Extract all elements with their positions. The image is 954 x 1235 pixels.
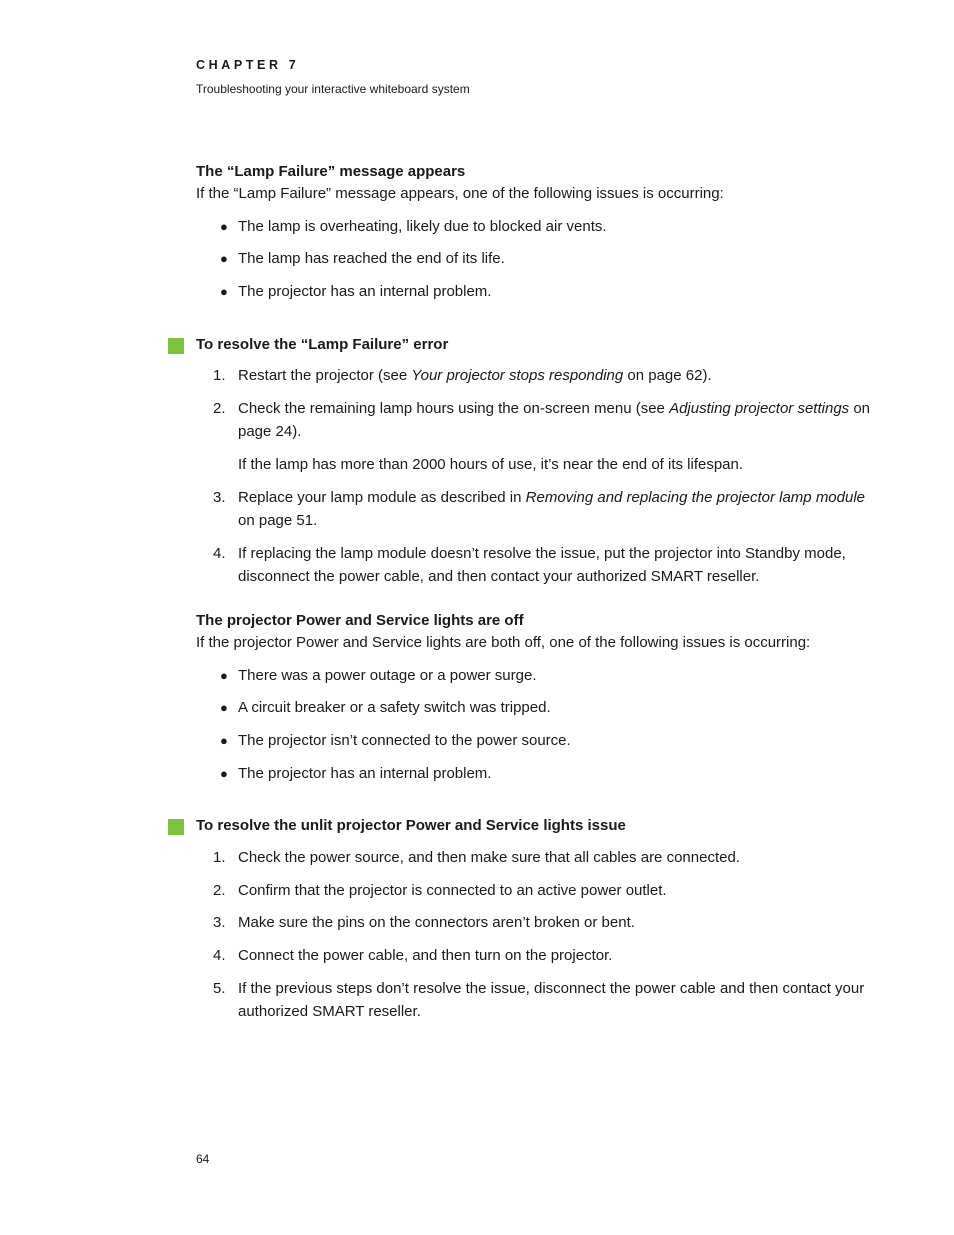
step-number: 1. <box>213 367 226 384</box>
step-text: Confirm that the projector is connected to an active power outlet. <box>238 882 667 899</box>
bullet-icon: ● <box>220 251 228 266</box>
procedure-marker-icon <box>168 819 184 835</box>
bullet-icon: ● <box>220 700 228 715</box>
list-item: The lamp is overheating, likely due to blocked air vents. <box>238 218 607 235</box>
step-number: 3. <box>213 489 226 506</box>
bullet-icon: ● <box>220 219 228 234</box>
lights-off-intro: If the projector Power and Service lights are both off, one of the following issues is occurring: <box>196 634 811 651</box>
step-text: Restart the projector (see Your projector stops responding on page 62). <box>238 367 712 384</box>
list-item: The projector isn’t connected to the power source. <box>238 732 571 749</box>
chapter-title: Troubleshooting your interactive whiteboard system <box>196 82 470 96</box>
lamp-failure-intro: If the “Lamp Failure” message appears, one of the following issues is occurring: <box>196 185 724 202</box>
lamp-failure-heading: The “Lamp Failure” message appears <box>196 163 466 180</box>
cross-reference-link: Your projector stops responding <box>411 367 624 384</box>
step-text: Replace your lamp module as described in Removing and replacing the projector lamp module on page 51. <box>238 489 866 529</box>
cross-reference-link: Adjusting projector settings <box>669 400 850 417</box>
step-text: Make sure the pins on the connectors aren’t broken or bent. <box>238 914 635 931</box>
step-number: 1. <box>213 849 226 866</box>
lights-off-heading: The projector Power and Service lights are off <box>196 612 524 629</box>
step-number: 4. <box>213 947 226 964</box>
list-item: The lamp has reached the end of its life. <box>238 250 505 267</box>
procedure-marker-icon <box>168 338 184 354</box>
step-number: 5. <box>213 980 226 997</box>
cross-reference-link: Removing and replacing the projector lamp module <box>525 489 866 506</box>
step-number: 4. <box>213 545 226 562</box>
list-item: A circuit breaker or a safety switch was tripped. <box>238 699 551 716</box>
step-number: 3. <box>213 914 226 931</box>
list-item: The projector has an internal problem. <box>238 283 492 300</box>
bullet-icon: ● <box>220 733 228 748</box>
step-text: Check the power source, and then make sure that all cables are connected. <box>238 849 740 866</box>
step-note: If the lamp has more than 2000 hours of use, it’s near the end of its lifespan. <box>238 456 744 473</box>
bullet-icon: ● <box>220 766 228 781</box>
list-item: There was a power outage or a power surge. <box>238 667 537 684</box>
step-number: 2. <box>213 400 226 417</box>
bullet-icon: ● <box>220 668 228 683</box>
chapter-label: CHAPTER 7 <box>196 58 300 72</box>
step-number: 2. <box>213 882 226 899</box>
list-item: The projector has an internal problem. <box>238 765 492 782</box>
step-text: If replacing the lamp module doesn’t resolve the issue, put the projector into Standby mode, disconnect the power cable, and then contact your authorized SMART reseller. <box>238 545 846 585</box>
bullet-icon: ● <box>220 284 228 299</box>
step-text: If the previous steps don’t resolve the issue, disconnect the power cable and then contact your authorized SMART reseller. <box>238 980 865 1020</box>
lights-off-procedure-title: To resolve the unlit projector Power and Service lights issue <box>196 817 626 834</box>
step-text: Connect the power cable, and then turn on the projector. <box>238 947 613 964</box>
lamp-failure-procedure-title: To resolve the “Lamp Failure” error <box>196 336 449 353</box>
page-number: 64 <box>196 1152 210 1166</box>
step-text: Check the remaining lamp hours using the on-screen menu (see Adjusting projector settings on page 24). <box>238 400 871 440</box>
